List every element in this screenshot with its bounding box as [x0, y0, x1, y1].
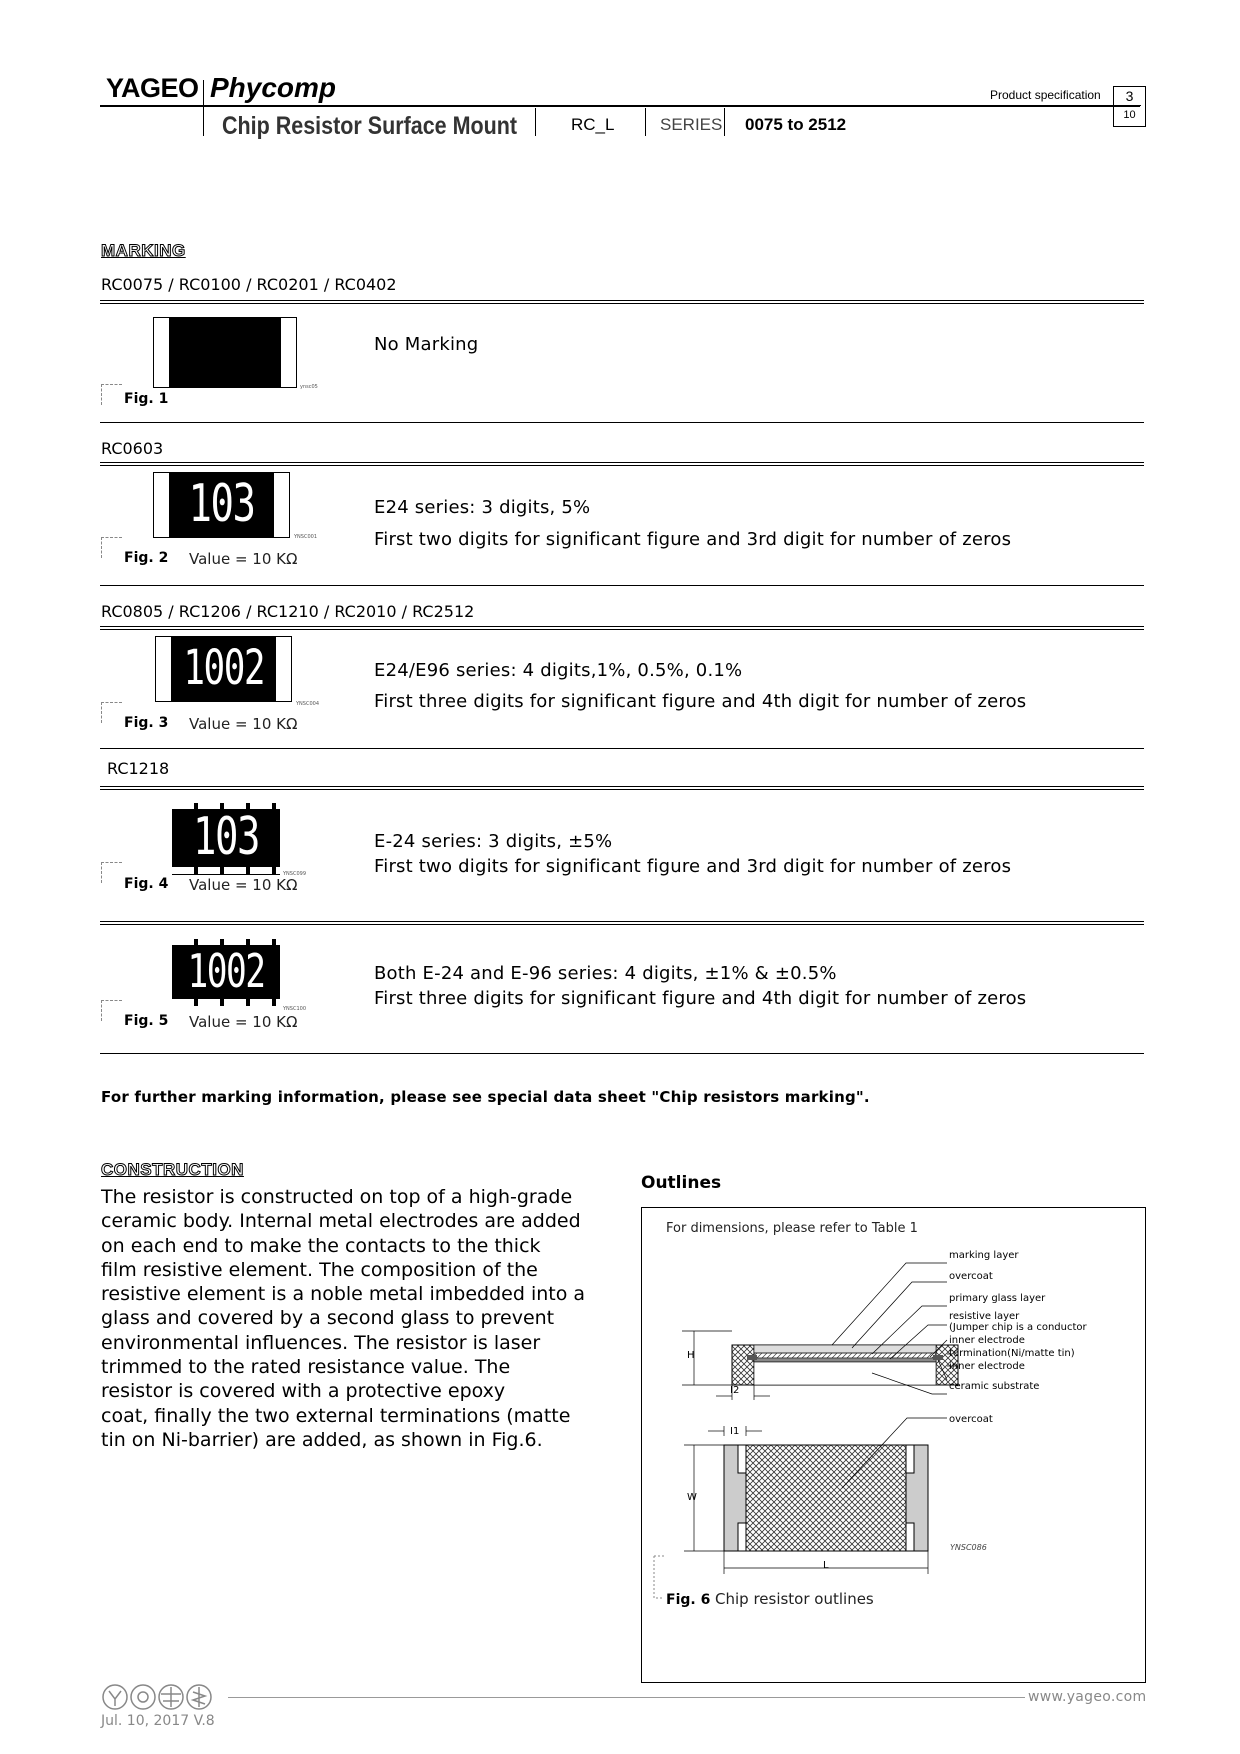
- text-line: trimmed to the rated resistance value. The: [101, 1356, 511, 1379]
- dimension-i2: I2: [730, 1385, 740, 1396]
- text-line: resistor is covered with a protective epoxy: [101, 1380, 506, 1403]
- text-line: The resistor is constructed on top of a high-grade: [101, 1186, 573, 1208]
- dimension-h: H: [687, 1350, 695, 1361]
- chip-image: [153, 317, 297, 388]
- figure-bracket: [101, 702, 122, 723]
- marking-description: No Marking: [374, 334, 479, 355]
- label-inner-electrode-2: inner electrode: [949, 1361, 1025, 1372]
- figure-bracket: [101, 1000, 122, 1021]
- label-overcoat-top: overcoat: [949, 1414, 993, 1425]
- rule: [100, 924, 1144, 925]
- dimension-l: L: [823, 1560, 829, 1571]
- header-separator: [724, 108, 725, 136]
- chip-terminal-strip: [172, 999, 280, 1006]
- rule: [100, 1053, 1144, 1054]
- text-line: resistive element is a noble metal imbedded into a: [101, 1283, 586, 1306]
- text-line: film resistive element. The composition of the: [101, 1258, 538, 1281]
- figure-value: Value = 10 KΩ: [189, 550, 298, 568]
- document-title: Chip Resistor Surface Mount: [222, 112, 518, 140]
- text-line: on each end to make the contacts to the thick: [101, 1234, 541, 1257]
- figure-value: Value = 10 KΩ: [189, 876, 298, 894]
- figure-label: Fig. 1: [124, 391, 169, 407]
- brand-yageo-logo: YAGEO: [106, 73, 199, 103]
- series-code: RC_L: [571, 115, 615, 134]
- chip-marking-code: 103: [188, 474, 255, 534]
- figure-label: Fig. 5: [124, 1013, 169, 1029]
- rule: [100, 921, 1144, 922]
- chip-terminal: [273, 472, 290, 538]
- figure-reference: ynsc05: [300, 384, 318, 390]
- label-resistive-layer: resistive layer: [949, 1311, 1020, 1322]
- text-line: ceramic body. Internal metal electrodes are added: [101, 1210, 581, 1233]
- figure-reference: YNSC001: [294, 534, 318, 540]
- label-marking-layer: marking layer: [949, 1250, 1019, 1261]
- chip-outline-diagram: [642, 1208, 1145, 1682]
- brand-phycomp-logo: Phycomp: [210, 72, 337, 103]
- rule: [100, 789, 1144, 790]
- label-ceramic-substrate: ceramic substrate: [949, 1381, 1040, 1392]
- marking-heading: MARKING: [101, 241, 186, 260]
- chip-terminal: [280, 317, 297, 388]
- figure-reference: YNSC100: [283, 1006, 307, 1012]
- model-list: RC0805 / RC1206 / RC1210 / RC2010 / RC2512: [101, 602, 475, 621]
- certification-logos: [101, 1682, 231, 1712]
- rule: [100, 629, 1144, 630]
- rule: [100, 300, 1144, 301]
- figure-bracket: [101, 862, 122, 883]
- page-total: 10: [1123, 109, 1136, 121]
- figure-value: Value = 10 KΩ: [189, 1013, 298, 1031]
- label-inner-electrode: inner electrode: [949, 1335, 1025, 1346]
- chip-marking-code: 1002: [183, 640, 265, 696]
- figure-label: Fig. 6: [666, 1592, 711, 1608]
- marking-note: For further marking information, please see special data sheet "Chip resistors marking".: [101, 1088, 870, 1106]
- marking-description: First two digits for significant figure and 3rd digit for number of zeros: [374, 856, 1012, 877]
- marking-description: E-24 series: 3 digits, ±5%: [374, 831, 613, 852]
- chip-terminal-strip: [172, 867, 280, 874]
- header-separator: [535, 108, 536, 136]
- header-rule: [100, 105, 1140, 107]
- header-divider: [203, 80, 204, 136]
- dimension-note: For dimensions, please refer to Table 1: [666, 1221, 918, 1236]
- marking-description: First two digits for significant figure and 3rd digit for number of zeros: [374, 529, 1012, 550]
- top-view: [724, 1445, 928, 1551]
- figure-label: Fig. 3: [124, 715, 169, 731]
- text-line: environmental influences. The resistor is laser: [101, 1331, 541, 1354]
- figure-value: Value = 10 KΩ: [189, 715, 298, 733]
- cross-section: [732, 1345, 958, 1385]
- chip-marking-code: 1002: [187, 944, 265, 998]
- figure-bracket: [101, 384, 122, 405]
- model-list: RC0075 / RC0100 / RC0201 / RC0402: [101, 275, 397, 294]
- rule: [100, 786, 1144, 787]
- marking-description: First three digits for significant figure and 4th digit for number of zeros: [374, 691, 1027, 712]
- page-number-box: [1113, 86, 1146, 127]
- page-number: 3: [1118, 87, 1141, 106]
- marking-description: First three digits for significant figure and 4th digit for number of zeros: [374, 988, 1027, 1009]
- outlines-figure-box: [641, 1207, 1146, 1683]
- model-list: RC1218: [107, 759, 170, 778]
- rule: [100, 585, 1144, 586]
- construction-text: [101, 1185, 591, 1452]
- series-label: SERIES: [660, 115, 723, 134]
- model-list: RC0603: [101, 439, 164, 458]
- marking-description: E24/E96 series: 4 digits,1%, 0.5%, 0.1%: [374, 660, 743, 681]
- outlines-title: Outlines: [641, 1173, 722, 1193]
- text-line: glass and covered by a second glass to prevent: [101, 1307, 555, 1330]
- figure-caption: Chip resistor outlines: [715, 1590, 874, 1608]
- figure-bracket: [101, 537, 122, 558]
- construction-heading: CONSTRUCTION: [101, 1160, 244, 1179]
- label-overcoat: overcoat: [949, 1271, 993, 1282]
- chip-marking-code: 103: [193, 807, 259, 867]
- label-primary-glass: primary glass layer: [949, 1293, 1046, 1304]
- chip-terminal: [153, 472, 170, 538]
- size-range: 0075 to 2512: [745, 115, 847, 134]
- figure-label: Fig. 4: [124, 876, 169, 892]
- chip-terminal: [275, 636, 292, 702]
- text-line: coat, finally the two external terminations (matte: [101, 1404, 571, 1427]
- rule: [100, 303, 1144, 304]
- label-termination: termination(Ni/matte tin): [949, 1348, 1075, 1359]
- marking-description: E24 series: 3 digits, 5%: [374, 497, 591, 518]
- footer-date: Jul. 10, 2017 V.8: [101, 1713, 215, 1729]
- marking-description: Both E-24 and E-96 series: 4 digits, ±1% & ±0.5%: [374, 963, 837, 984]
- product-spec-label: Product specification: [990, 88, 1101, 102]
- figure-reference: YNSC004: [296, 701, 320, 707]
- rule: [100, 462, 1144, 463]
- dimension-i1: I1: [730, 1426, 740, 1437]
- chip-terminal: [155, 636, 172, 702]
- footer-url: www.yageo.com: [1028, 1689, 1147, 1705]
- chip-terminal: [153, 317, 170, 388]
- rule: [100, 422, 1144, 423]
- label-jumper-note: (Jumper chip is a conductor: [949, 1322, 1087, 1333]
- rule: [100, 626, 1144, 627]
- rule: [100, 465, 1144, 466]
- figure-label: Fig. 2: [124, 550, 169, 566]
- rule: [100, 748, 1144, 749]
- figure-reference: YNSC086: [950, 1543, 987, 1552]
- dimension-w: W: [687, 1492, 697, 1503]
- figure-reference: YNSC099: [283, 871, 307, 877]
- text-line: tin on Ni-barrier) are added, as shown in Fig.6.: [101, 1428, 543, 1451]
- header-separator: [645, 108, 646, 136]
- footer-rule: [228, 1697, 1025, 1698]
